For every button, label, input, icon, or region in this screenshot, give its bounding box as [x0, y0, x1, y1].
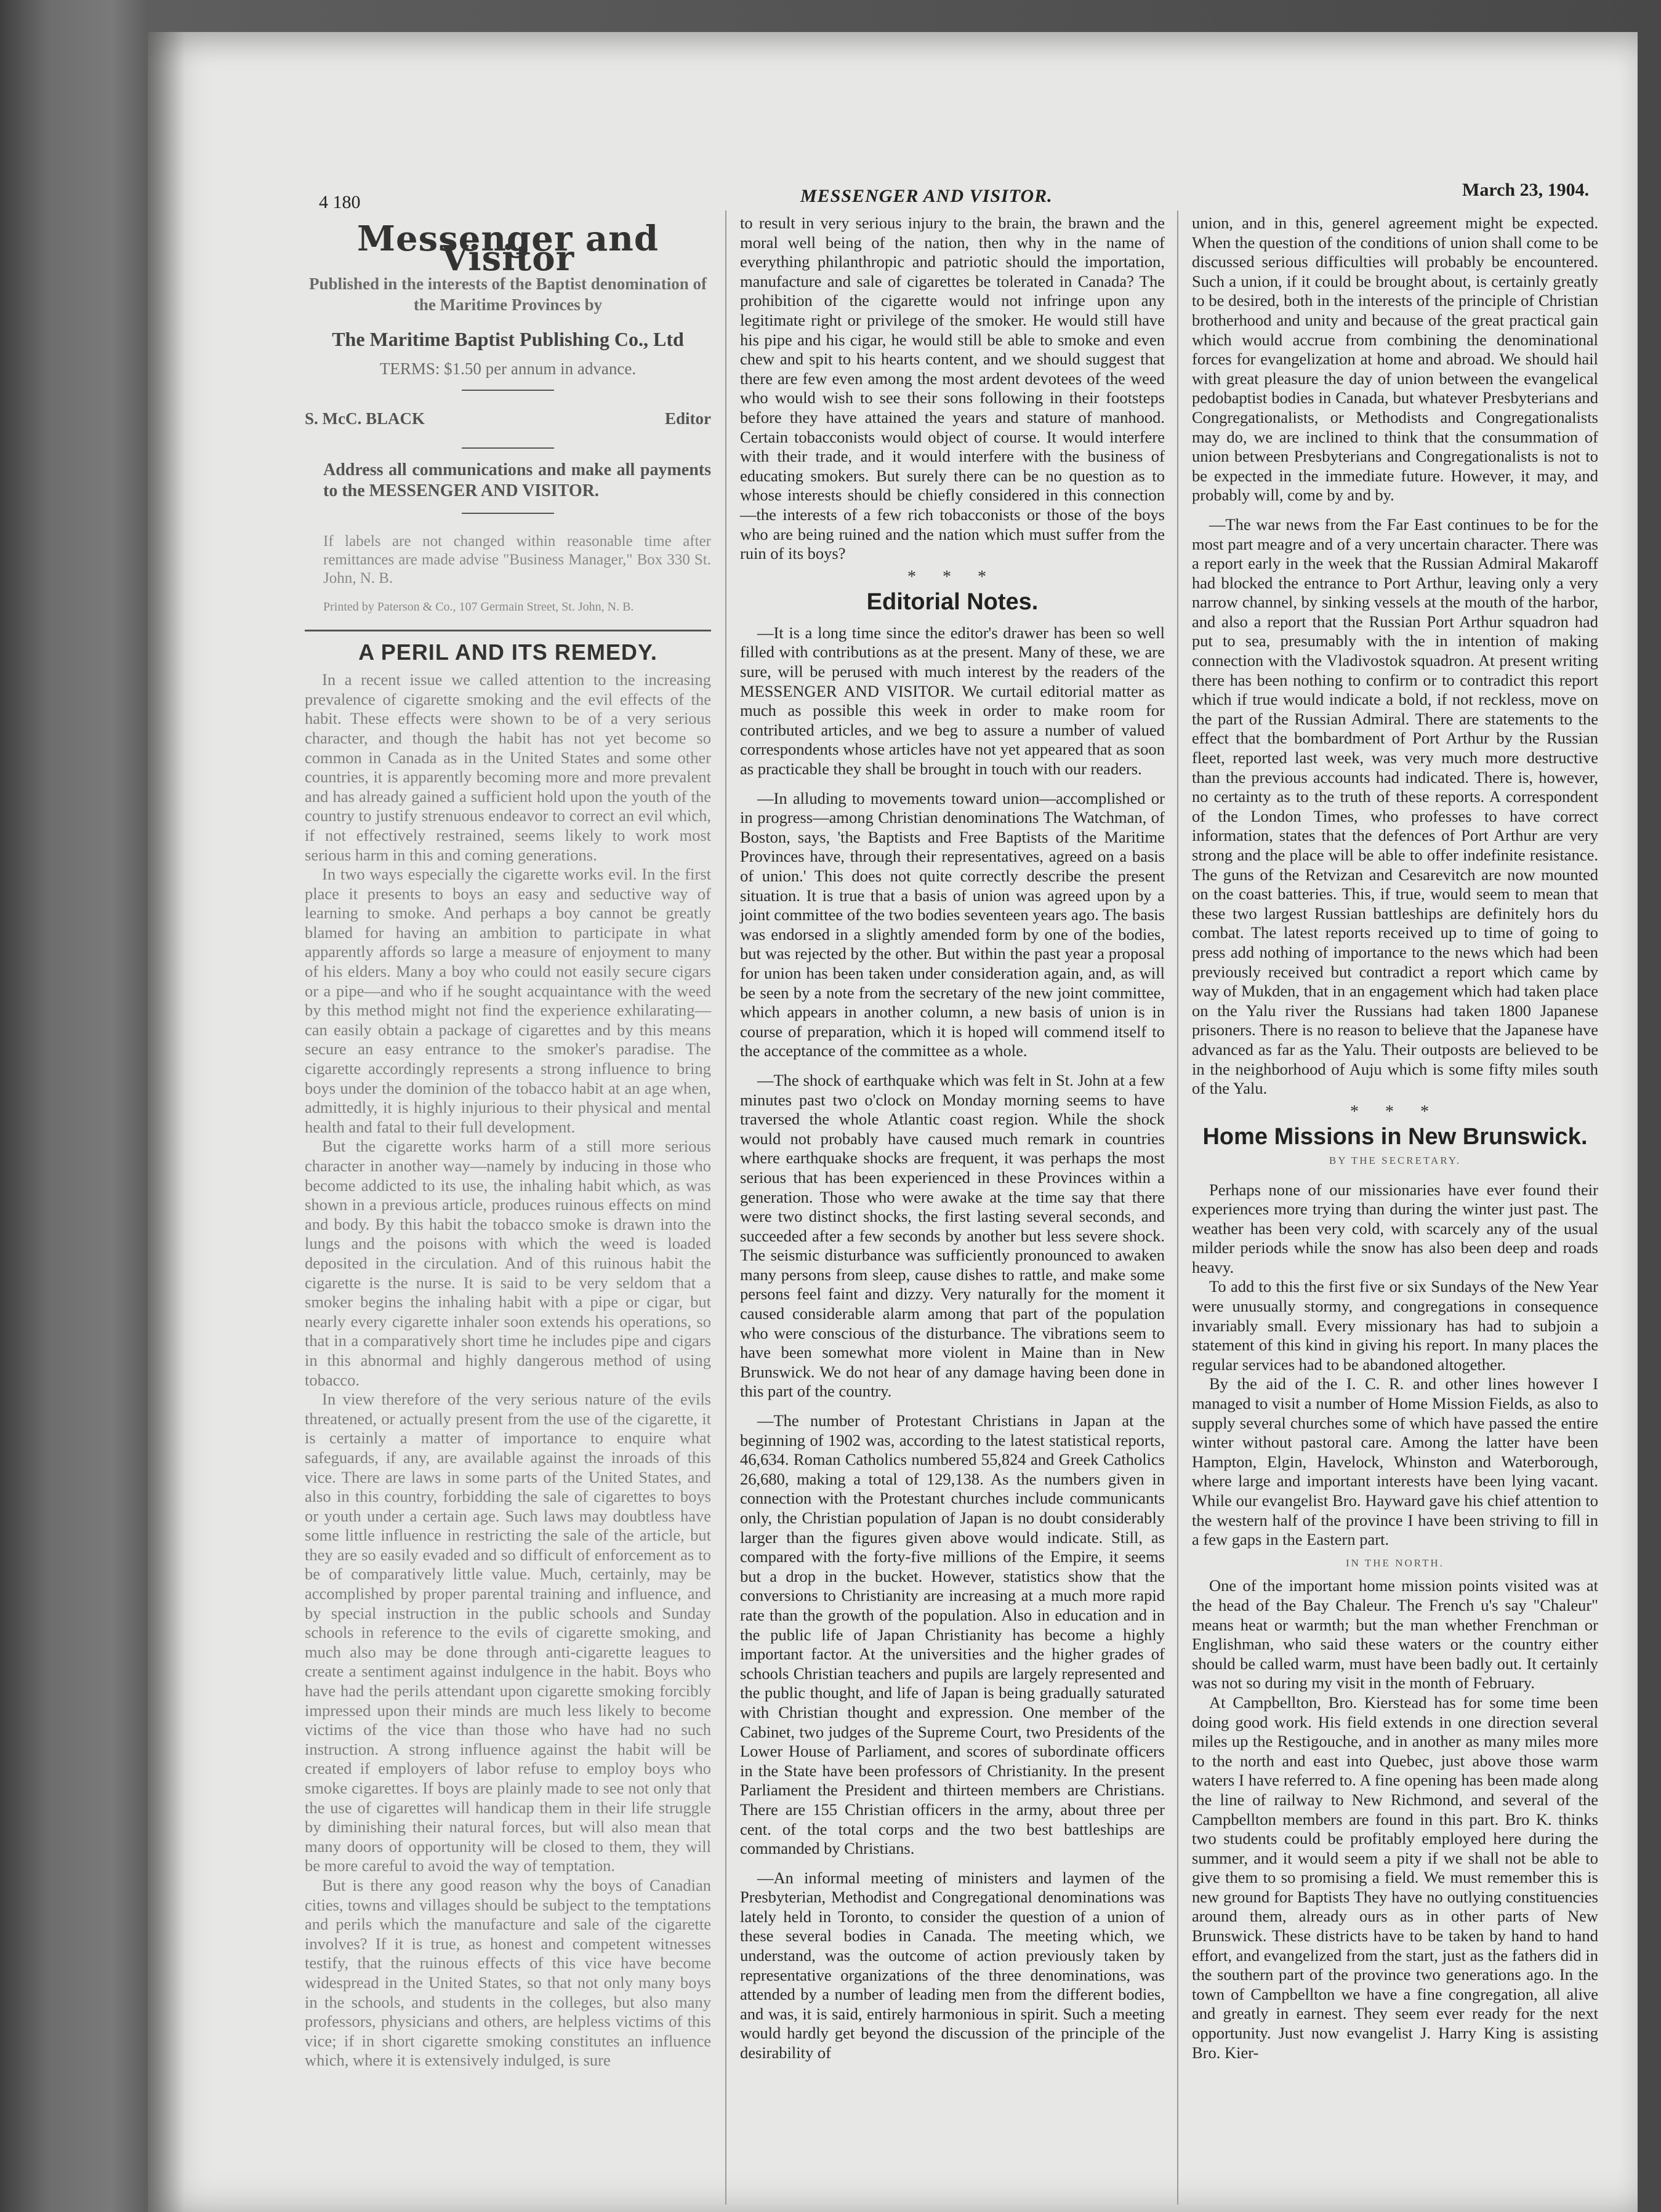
- column-3: [1192, 214, 1598, 2062]
- section-separator: * * *: [1350, 1102, 1440, 1121]
- column-divider: [725, 210, 726, 2205]
- address-notice: Address all communications and make all payments to the MESSENGER AND VISITOR.: [323, 460, 711, 500]
- article-paragraph: —It is a long time since the editor's drawer has been so well filled with contributions as at the present. Many of these, we are sure, will be perused with much interest by the readers of the MESSENGER AND VISITOR. We curtail editorial matter as much as possible this week in order to make room for contributed articles, and we beg to assure a number of valued correspondents whose articles have not yet appeared that as soon as practicable they shall be brought in touch with our readers.: [740, 623, 1165, 779]
- article-paragraph: To add to this the first five or six Sundays of the New Year were unusually stormy, and congregations in consequence invariably small. Every missionary has had to subjoin a statement of this kind in giving his report. In many places the regular services had to be abandoned altogether.: [1192, 1277, 1598, 1374]
- divider: [462, 513, 554, 514]
- masthead: MESSENGER AND VISITOR.: [800, 186, 1053, 206]
- newspaper-page: [148, 32, 1638, 2212]
- issue-date: March 23, 1904.: [1462, 180, 1590, 200]
- column-1: [305, 214, 711, 2070]
- section-heading: Home Missions in New Brunswick.: [1202, 1124, 1588, 1150]
- divider: [305, 630, 711, 631]
- publication-statement: Published in the interests of the Baptist denomination of the Maritime Provinces by: [308, 274, 707, 315]
- article-headline: A PERIL AND ITS REMEDY.: [358, 639, 658, 665]
- labels-notice: If labels are not changed within reasonable time after remittances are made advise "Business Manager," Box 330 St. John, N. B.: [323, 532, 711, 587]
- printer-imprint: Printed by Paterson & Co., 107 Germain Street, St. John, N. B.: [323, 599, 634, 614]
- section-separator: * * *: [907, 567, 997, 587]
- column-divider: [1177, 210, 1178, 2205]
- article-paragraph: One of the important home mission points visited was at the head of the Bay Chaleur. The French u's say "Chaleur" means heat or warmth; but the man whether Frenchman or Englishman, who said these waters or the country either should be called warm, must have been badly out. It certainly was not so during my visit in the month of February.: [1192, 1576, 1598, 1693]
- article-paragraph: In view therefore of the very serious nature of the evils threatened, or actually present from the use of the cigarette, it is certainly a matter of importance to enquire what safeguards, if any, are available against the inroads of this vice. There are laws in some parts of the United States, and also in this country, forbidding the sale of cigarettes to boys or youth under a certain age. Such laws may doubtless have some little influence in restricting the sale of the article, but they are so easily evaded and so difficult of enforcement as to be of comparatively little value. Much, certainly, may be accomplished by proper parental training and influence, and by special instruction in the public schools and Sunday schools in reference to the evils of cigarette smoking, and much also may be done through anti-cigarette leagues to create a sentiment against indulgence in the habit. Boys who have had the perils attendant upon cigarette smoking forcibly impressed upon their minds are much less likely to become victims of the vice than those who have had no such instruction. A strong influence against the habit will be created if employers of labor refuse to employ boys who smoke cigarettes. If boys are plainly made to see not only that the use of cigarettes will handicap them in their life struggle by diminishing their natural forces, but will also mean that many doors of opportunity will be closed to them, they will be more careful to avoid the way of temptation.: [305, 1390, 711, 1875]
- publisher: The Maritime Baptist Publishing Co., Ltd: [332, 328, 684, 351]
- article-paragraph: At Campbellton, Bro. Kierstead has for some time been doing good work. His field extends in one direction several miles up the Restigouche, and in another as many miles more to the north and east into Quebec, just above those warm waters I have referred to. A fine opening has been made along the line of railway to New Richmond, and several of the Campbellton members are found in this part. Bro K. thinks two students could be profitably employed here during the summer, and it would seem a pity if we shall not be able to give them to so promising a field. We must remember this is new ground for Baptists They have no outlying constituencies around them, already ours as in other parts of New Brunswick. These districts have to be taken by hand to hand effort, and evangelized from the start, just as the fathers did in the southern part of the province two generations ago. In the town of Campbellton we have a fine congregation, all alive and greatly in earnest. They seem ever ready for the next opportunity. Just now evangelist J. Harry King is assisting Bro. Kier-: [1192, 1693, 1598, 2062]
- article-paragraph: But the cigarette works harm of a still more serious character in another way—namely by inducing in those who become addicted to its use, the inhaling habit which, as was shown in a previous article, produces ruinous effects on mind and body. By this habit the tobacco smoke is drawn into the lungs and the poisons with which the weed is loaded deposited in the circulation. And of this ruinous habit the cigarette is the nurse. It is said to be very seldom that a smoker begins the inhaling habit with a pipe or cigar, but nearly every cigarette inhaler soon extends his operations, so that in a comparatively short time he includes pipe and cigars in this abnormal and highly dangerous method of using tobacco.: [305, 1137, 711, 1389]
- column-2: [740, 214, 1165, 2063]
- divider: [462, 447, 554, 449]
- article-paragraph: By the aid of the I. C. R. and other lines however I managed to visit a number of Home Mission Fields, as also to supply several churches some of which have passed the entire winter without pastoral care. Among the latter have been Hampton, Elgin, Havelock, Whinston and Waterborough, where large and important interests have been lying vacant. While our evangelist Bro. Hayward gave his chief attention to the western half of the province I have been striving to fill in a few gaps in the Eastern part.: [1192, 1374, 1598, 1549]
- section-heading: Editorial Notes.: [866, 589, 1039, 615]
- divider: [462, 390, 554, 391]
- editor-line: [305, 409, 711, 429]
- byline: BY THE SECRETARY.: [1329, 1154, 1462, 1166]
- article-paragraph: —The number of Protestant Christians in Japan at the beginning of 1902 was, according to the latest statistical reports, 46,634. Roman Catholics numbered 55,824 and Greek Catholics 26,680, making a total of 129,138. As the numbers given in connection with the Protestant churches include communicants only, the Christian population of Japan is no doubt considerably larger than the figures given above would indicate. Still, as compared with the forty-five millions of the Empire, it seems but a drop in the bucket. However, statistics show that the conversions to Christianity are increasing at a much more rapid rate than the growth of the population. Also in education and in the public life of Japan Christianity has become a highly important factor. At the universities and the higher grades of schools Christian teachers and pupils are largely represented and the public thought, and life of Japan is being gradually saturated with Christian thought and expression. One member of the Cabinet, two judges of the Supreme Court, two Presidents of the Lower House of Parliament, and scores of subordinate officers in the State have been professors of Christianity. In the present Parliament the President and thirteen members are Christians. There are 155 Christian officers in the army, about three per cent. of the total corps and the two best battleships are commanded by Christians.: [740, 1411, 1165, 1858]
- subscription-terms: TERMS: $1.50 per annum in advance.: [379, 359, 637, 378]
- article-paragraph: union, and in this, generel agreement might be expected. When the question of the conditions of union shall come to be discussed serious difficulties will probably be encountered. Such a union, if it could be brought about, is certainly greatly to be desired, both in the interests of the principle of Christian brotherhood and unity and because of the great practical gain which would accrue from combining the denominational forces for evangelization at home and abroad. We should hail with great pleasure the day of union between the evangelical pedobaptist bodies in Canada, but whatever Presbyterians and Congregationalists, or Methodists and Congregationalists may do, we are inclined to think that the consummation of union between Presbyterians and Congregationalists is not to be expected in the immediate future. However, it may, and probably will, come by and by.: [1192, 214, 1598, 505]
- editor-label: Editor: [664, 409, 711, 428]
- page-number: 4 180: [319, 192, 361, 212]
- page-fold-shadow: [148, 32, 185, 2212]
- article-paragraph: —The war news from the Far East continues to be for the most part meagre and of a very uncertain character. There was a report early in the week that the Russian Admiral Makaroff had blocked the entrance to Port Arthur, leaving only a very narrow channel, by sinking vessels at the mouth of the harbor, and also a report that the Russian Port Arthur squadron had put to sea, presumably with the in intention of making connection with the Vladivostok squadron. At present writing there has been nothing to confirm or to contradict this report which if true would indicate a bold, if not reckless, move on the part of the Russian Admiral. There are statements to the effect that the bombardment of Port Arthur by the Russian fleet, reported last week, was very much more destructive than the previous accounts had indicated. There is, however, no certainty as to the truth of these reports. A correspondent of the London Times, who professes to have correct information, states that the defences of Port Arthur are very strong and the place will be able to offer indefinite resistance. The guns of the Retvizan and Cesarevitch are now mounted on the coast batteries. This, if true, would seem to mean that these two largest Russian battleships are definitely hors du combat. The latest reports received up to time of going to press add nothing of importance to the news which had been previously received but contradict a report which came by way of Mukden, that in an engagement which had taken place on the Yalu river the Russians had taken 1800 Japanese prisoners. There is no reason to believe that the Japanese have advanced as far as the Yalu. Their outposts are believed to be in the neighborhood of Auju which is some fifty miles south of the Yalu.: [1192, 515, 1598, 1098]
- article-paragraph: —An informal meeting of ministers and laymen of the Presbyterian, Methodist and Congregational denominations was lately held in Toronto, to consider the question of a union of these several bodies in Canada. The meeting which, we understand, was the outcome of action previously taken by representative organizations of the three denominations, was attended by a number of leading men from the different bodies, and was, it is said, entirely harmonious in spirit. Such a meeting would hardly get beyond the discussion of the principle of the desirability of: [740, 1868, 1165, 2062]
- article-paragraph: to result in very serious injury to the brain, the brawn and the moral well being of the nation, then why in the name of everything philanthropic and patriotic should the importation, manufacture and sale of cigarettes be tolerated in Canada? The prohibition of the cigarette would not infringe upon any legitimate right or privilege of the smoker. He would still have his pipe and his cigar, he would still be able to smoke and even chew and spit to his hearts content, and we should suggest that there are few even among the most ardent devotees of the weed who would wish to see their sons following in their footsteps before they have attained the years and stature of manhood. Certain tobacconists would object of course. It would interfere with their trade, and it would interfere with the business of educating smokers. But surely there can be no question as to whose interests should be chiefly considered in this connection—the interests of a few rich tobacconists or those of the boys who are being ruined and the nation which must suffer from the ruin of its boys?: [740, 214, 1165, 563]
- subheading: IN THE NORTH.: [1346, 1557, 1444, 1569]
- editor-name: S. McC. BLACK: [305, 409, 425, 428]
- page-header: [148, 148, 1638, 212]
- article-paragraph: In two ways especially the cigarette works evil. In the first place it presents to boys an easy and seductive way of learning to smoke. And perhaps a boy cannot be greatly blamed for having an ambition to participate in what apparently affords so large a measure of enjoyment to many of his elders. Many a boy who could not easily secure cigars or a pipe—and who if he sought acquaintance with the weed by this method might not find the experience exhilarating—can easily obtain a package of cigarettes and by this means secure an easy entrance to the smoker's paradise. The cigarette accordingly represents a strong influence to bring boys under the dominion of the tobacco habit at an age when, admittedly, it is highly injurious to their physical and mental health and fatal to their full development.: [305, 865, 711, 1136]
- article-paragraph: But is there any good reason why the boys of Canadian cities, towns and villages should be subject to the temptations and perils which the manufacture and sale of the cigarette involves? If it is true, as honest and competent witnesses testify, that the ruinous effects of this vice have become widespread in the United States, so that not only many boys in the schools, and students in the colleges, but also many professors, physicians and others, are helpless victims of this vice; if in short cigarette smoking constitutes an influence which, where it is extensively indulged, is sure: [305, 1875, 711, 2070]
- article-paragraph: In a recent issue we called attention to the increasing prevalence of cigarette smoking and the evil effects of the habit. These effects were shown to be of a very serious character, and though the habit has not yet become so common in Canada as in the United States and some other countries, it is apparently becoming more and more prevalent and has already gained a sufficient hold upon the youth of the country to justify strenuous endeavor to correct an evil which, if not effectively restrained, seems likely to work most serious harm in this and coming generations.: [305, 670, 711, 864]
- article-paragraph: Perhaps none of our missionaries have ever found their experiences more trying than during the winter just past. The weather has been very cold, with scarcely any of the usual milder periods while the snow has also been deep and roads heavy.: [1192, 1180, 1598, 1276]
- nameplate: Messenger and Visitor: [357, 218, 659, 279]
- article-paragraph: —The shock of earthquake which was felt in St. John at a few minutes past two o'clock on Monday morning seems to have traversed the whole Atlantic coast region. While the shock would not probably have caused much remark in countries where earthquake shocks are frequent, it was perhaps the most serious that has been experienced in these Provinces within a generation. Those who were awake at the time say that there were two distinct shocks, the first lasting several seconds, and succeeded after a few seconds by another but less severe shock. The seismic disturbance was sufficiently pronounced to awaken many persons from sleep, cause dishes to rattle, and make some persons feel faint and dizzy. Very naturally for the moment it caused considerable alarm among that part of the population who were conscious of the disturbance. The vibrations seem to have been somewhat more violent in Maine than in New Brunswick. We do not hear of any damage having been done in this part of the country.: [740, 1070, 1165, 1401]
- article-paragraph: —In alluding to movements toward union—accomplished or in progress—among Christian denominations The Watchman, of Boston, says, 'the Baptists and Free Baptists of the Maritime Provinces have, through their representatives, agreed on a basis of union.' This does not quite correctly describe the present situation. It is true that a basis of union was agreed upon by a joint committee of the two bodies seventeen years ago. The basis was endorsed in a slightly amended form by one of the bodies, but was rejected by the other. But within the past year a proposal for union has been taken under consideration again, and, as will be seen by a note from the secretary of the new joint committee, which appears in another column, a new basis of union is in course of preparation, which it is hoped will commend itself to the acceptance of the committee as a whole.: [740, 788, 1165, 1060]
